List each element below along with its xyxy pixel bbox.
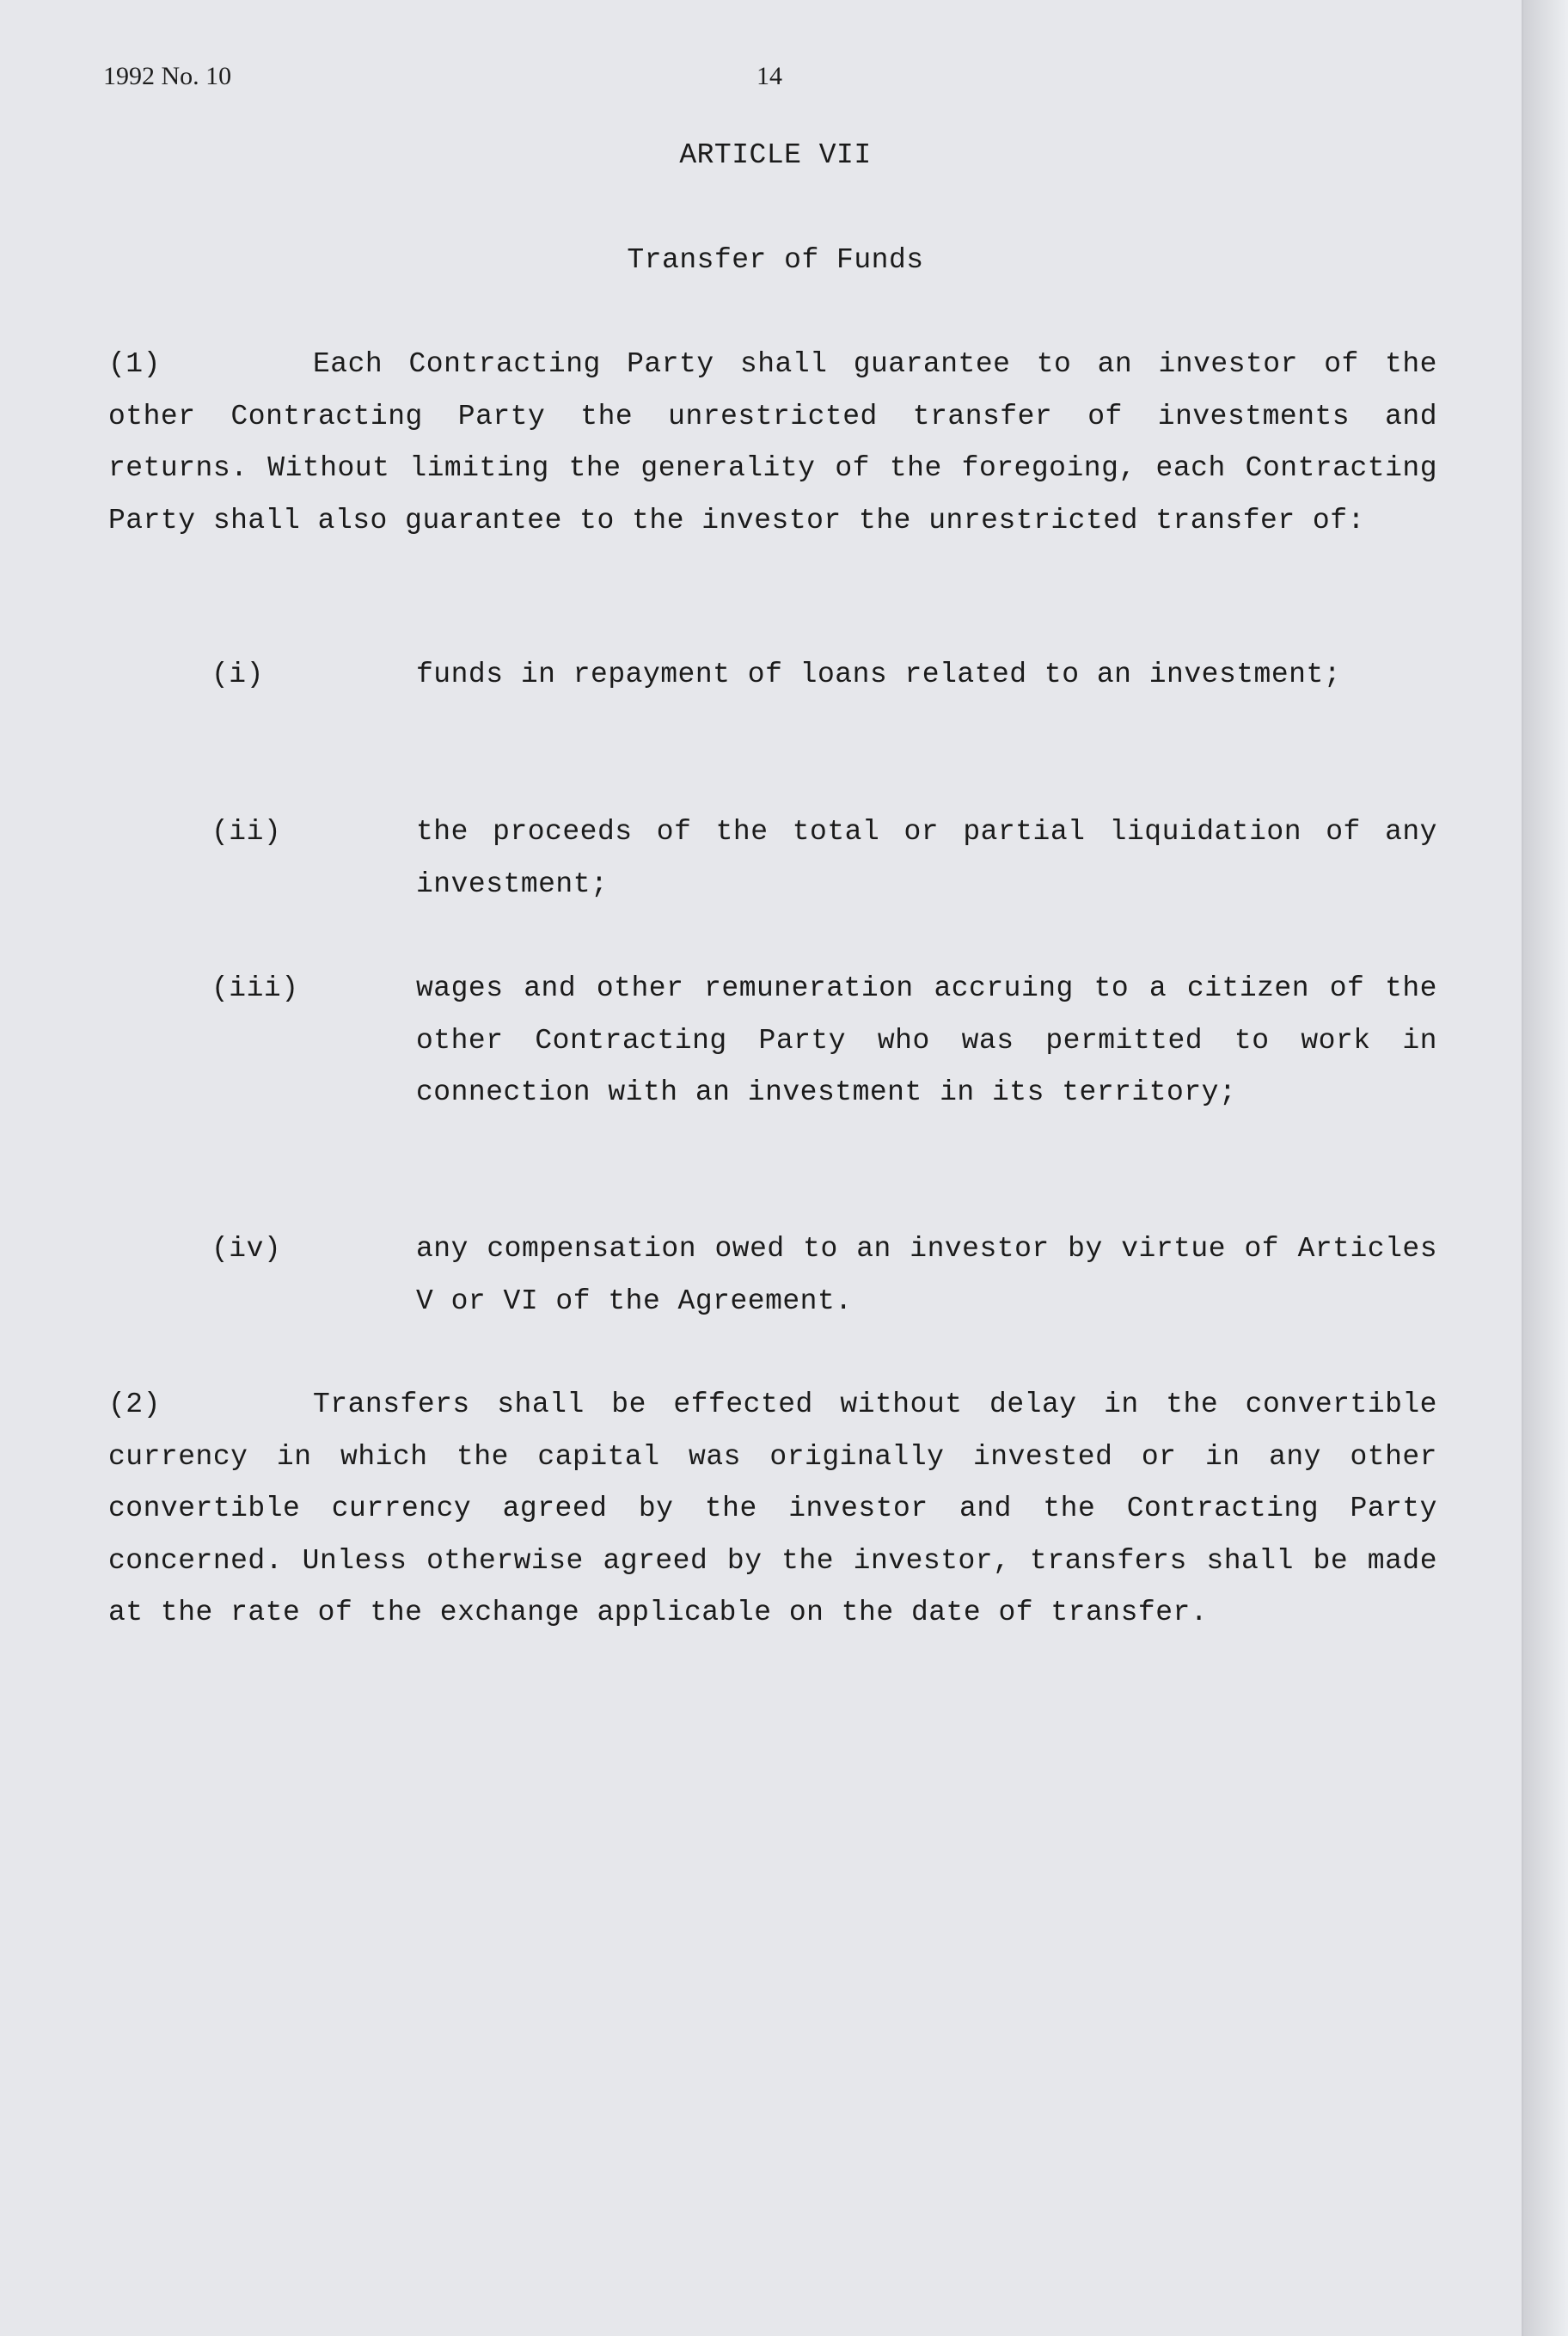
page-edge-shadow — [1523, 0, 1568, 2336]
paragraph-2-number: (2) — [108, 1389, 161, 1420]
instrument-reference: 1992 No. 10 — [103, 62, 232, 90]
list-item-text: funds in repayment of loans related to an investment; — [416, 659, 1342, 690]
list-item-number: (i) — [211, 659, 264, 690]
paragraph-1-text: Each Contracting Party shall guarantee to an investor of the other Contracting Party the unrestricted transfer of investments and returns. Without limiting the generality of the foregoing, each Contracting Party shall also guarantee to the investor the unrestricted transfer of: — [108, 348, 1437, 536]
list-item-text: the proceeds of the total or partial liquidation of any investment; — [416, 816, 1437, 900]
article-heading: Transfer of Funds — [627, 244, 924, 276]
paragraph-2-text: Transfers shall be effected without delay in the convertible currency in which the capital was originally invested or in any other convertible currency agreed by the investor and the Contracting Party concerned. Unless otherwise agreed by the investor, transfers shall be made at the rate of the exchange applicable on the date of transfer. — [108, 1389, 1437, 1628]
article-title: ARTICLE VII — [679, 139, 872, 171]
list-item-number: (ii) — [211, 816, 282, 848]
list-item-number: (iii) — [211, 972, 299, 1004]
paragraph-1-number: (1) — [108, 348, 161, 380]
paragraph-1 — [108, 339, 1437, 547]
page-number: 14 — [756, 62, 782, 90]
paragraph-2 — [108, 1379, 1437, 1640]
list-item-text: wages and other remuneration accruing to a citizen of the other Contracting Party who was permitted to work in connection with an investment in its territory; — [416, 972, 1437, 1108]
list-item-number: (iv) — [211, 1233, 282, 1265]
list-item-text: any compensation owed to an investor by virtue of Articles V or VI of the Agreement. — [416, 1233, 1437, 1317]
